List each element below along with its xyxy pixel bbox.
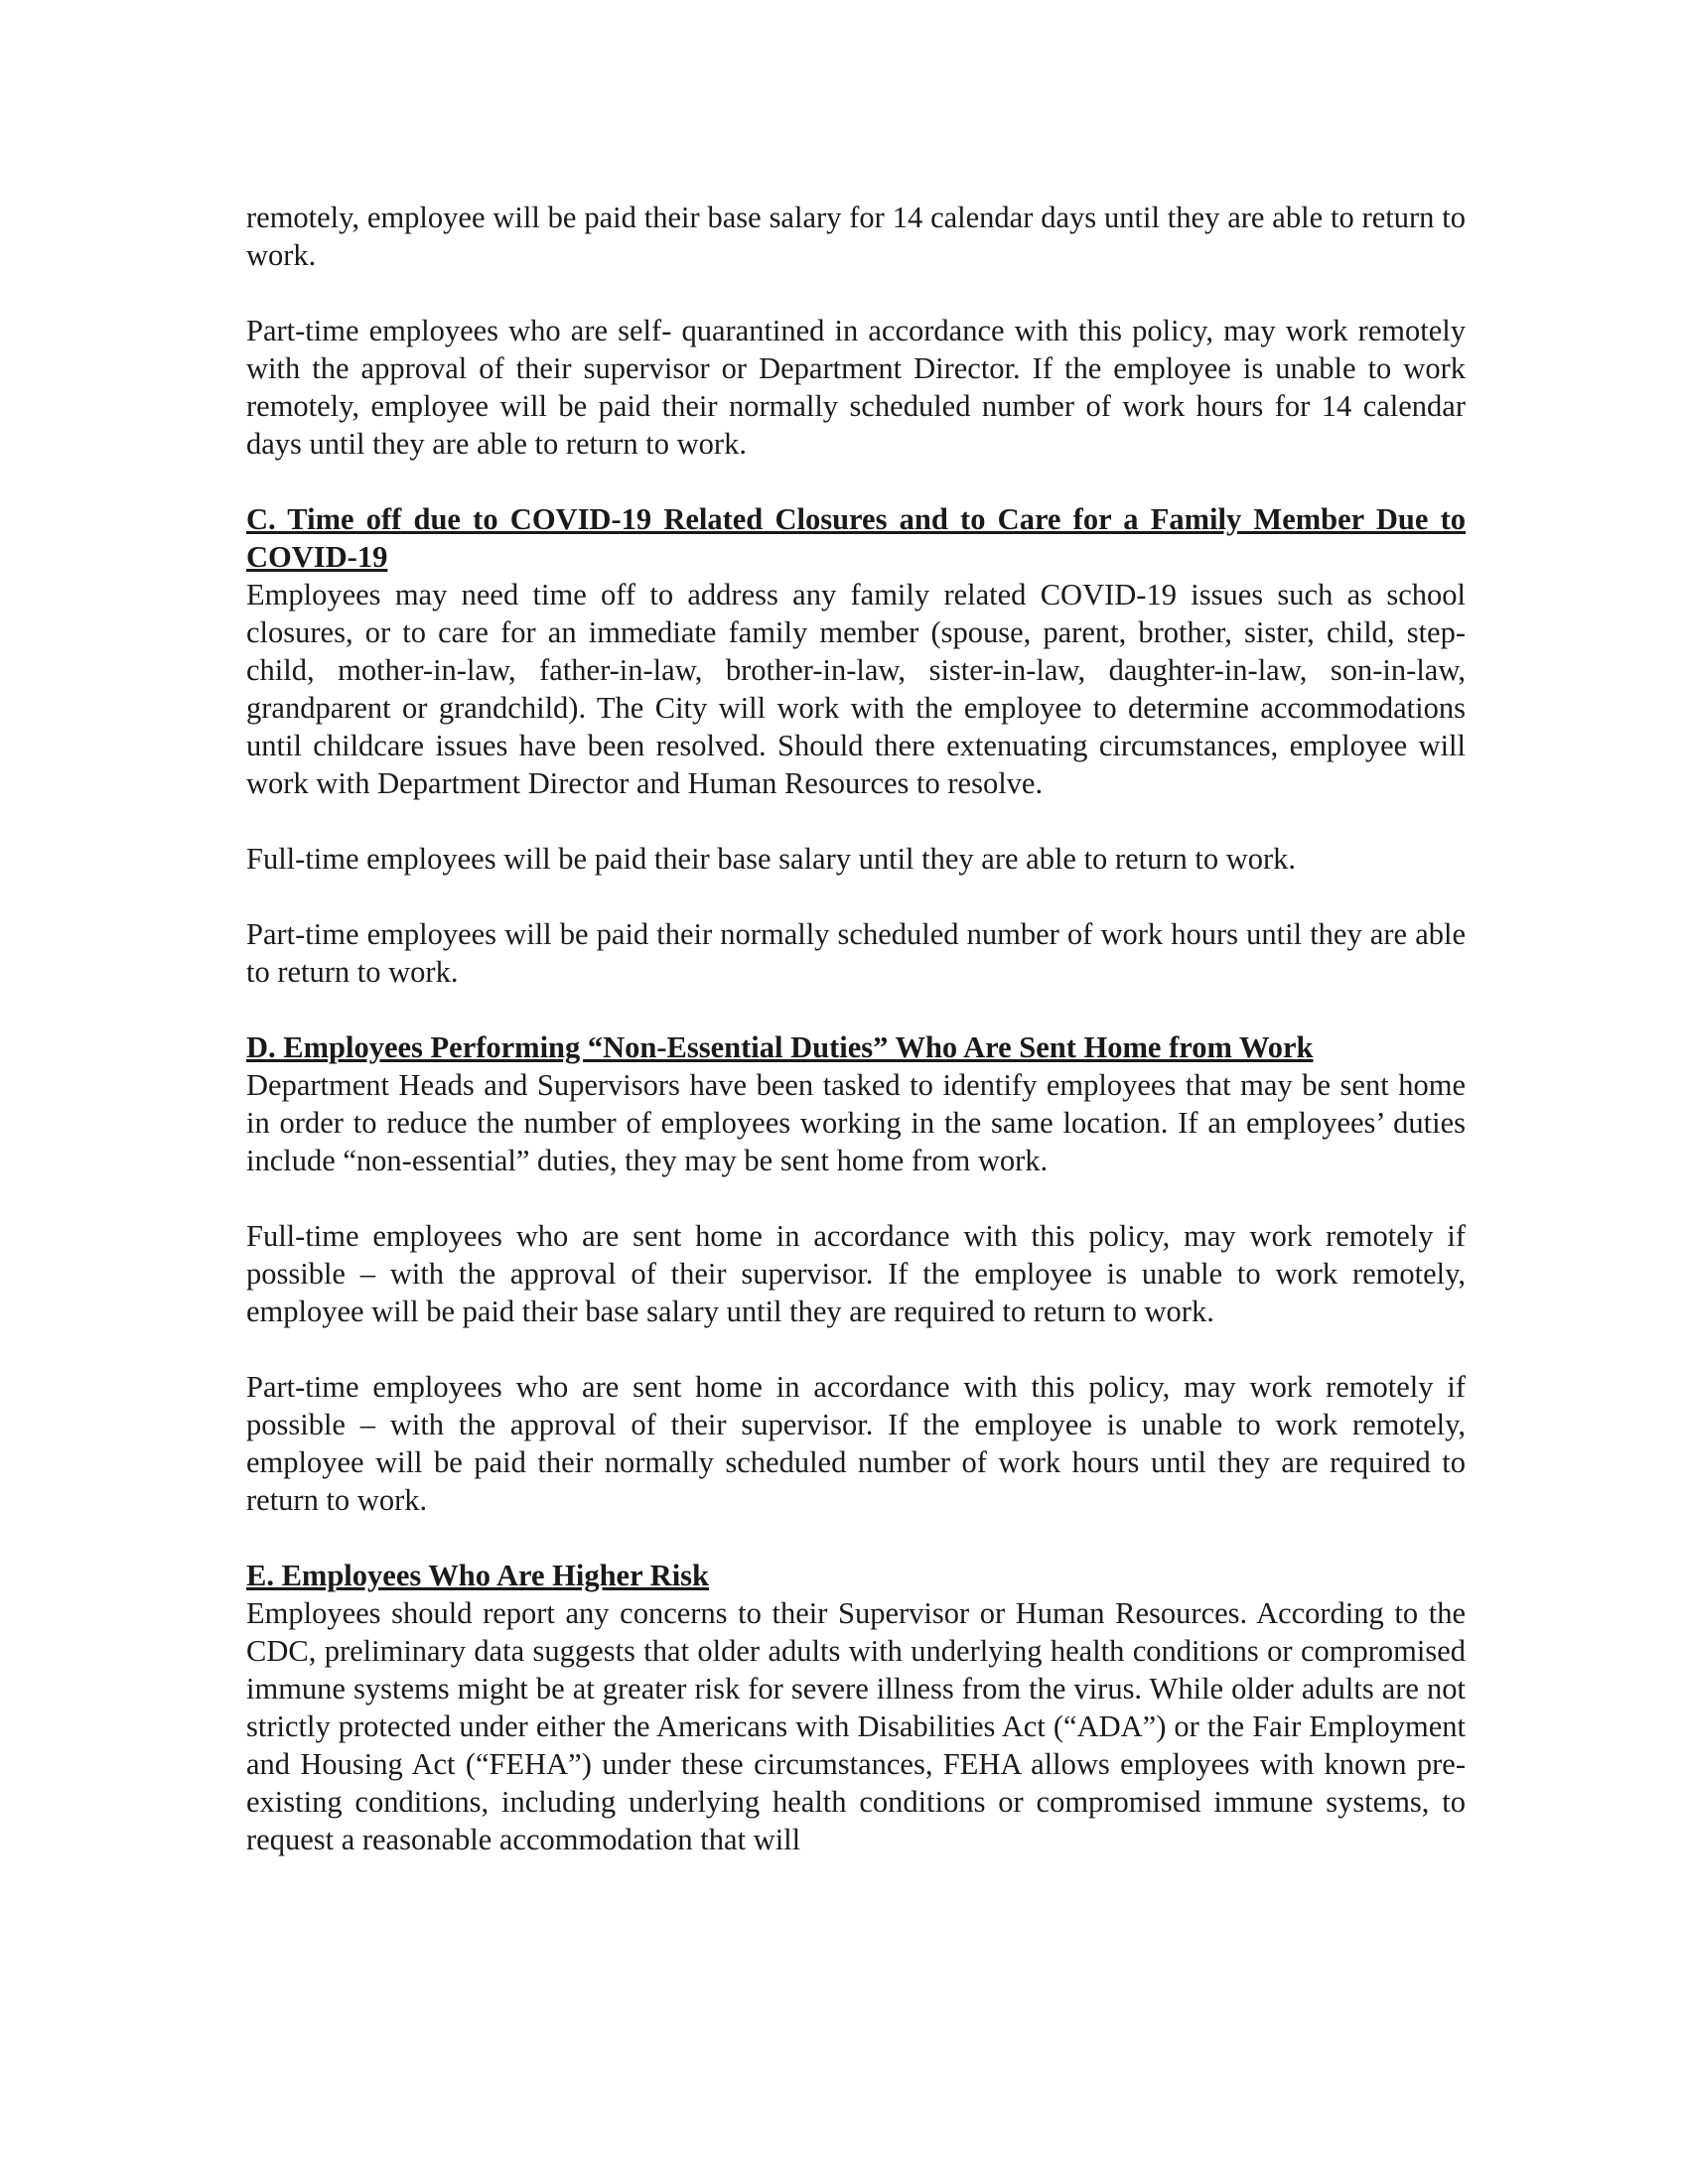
section-e-heading: E. Employees Who Are Higher Risk (246, 1559, 710, 1592)
section-c-fulltime-paragraph: Full-time employees will be paid their base salary until they are able to return to work. (246, 842, 1297, 876)
section-d-fulltime-paragraph: Full-time employees who are sent home in accordance with this policy, may work remotely if possible – with the approval of their supervisor. If the employee is unable to work remotely, employee will be paid their base salary until they are required to return to work. (246, 1219, 1466, 1328)
section-c-parttime-paragraph: Part-time employees will be paid their normally scheduled number of work hours until they are able to return to work. (246, 917, 1466, 989)
section-e-body: Employees should report any concerns to their Supervisor or Human Resources. According to the CDC, preliminary data suggests that older adults with underlying health conditions or compromised immune systems might be at greater risk for severe illness from the virus. While older adults are not strictly protected under either the Americans with Disabilities Act (“ADA”) or the Fair Employment and Housing Act (“FEHA”) under these circumstances, FEHA allows employees with known pre-existing conditions, including underlying health conditions or compromised immune systems, to request a reasonable accommodation that will (246, 1596, 1466, 1856)
section-e (246, 1557, 1466, 1858)
section-d-body: Department Heads and Supervisors have been tasked to identify employees that may be sent home in order to reduce the number of employees working in the same location. If an employees’ duties include “non-essential” duties, they may be sent home from work. (246, 1068, 1466, 1177)
section-d (246, 1028, 1466, 1179)
section-d-heading: D. Employees Performing “Non-Essential Duties” Who Are Sent Home from Work (246, 1030, 1314, 1064)
document-page (246, 199, 1466, 1858)
paragraph-fulltime-quarantine-continued: remotely, employee will be paid their base salary for 14 calendar days until they are able to return to work. (246, 201, 1466, 272)
section-d-parttime-paragraph: Part-time employees who are sent home in accordance with this policy, may work remotely if possible – with the approval of their supervisor. If the employee is unable to work remotely, employee will be paid their normally scheduled number of work hours until they are required to return to work. (246, 1370, 1466, 1517)
section-c-body: Employees may need time off to address any family related COVID-19 issues such as school closures, or to care for an immediate family member (spouse, parent, brother, sister, child, step-child, mother-in-law, father-in-law, brother-in-law, sister-in-law, daughter-in-law, son-in-law, grandparent or grandchild). The City will work with the employee to determine accommodations until childcare issues have been resolved. Should there extenuating circumstances, employee will work with Department Director and Human Resources to resolve. (246, 578, 1466, 800)
section-c (246, 500, 1466, 802)
paragraph-parttime-quarantine: Part-time employees who are self- quarantined in accordance with this policy, may work remotely with the approval of their supervisor or Department Director. If the employee is unable to work remotely, employee will be paid their normally scheduled number of work hours for 14 calendar days until they are able to return to work. (246, 314, 1466, 461)
section-c-heading: C. Time off due to COVID-19 Related Closures and to Care for a Family Member Due to COVID-19 (246, 502, 1466, 574)
